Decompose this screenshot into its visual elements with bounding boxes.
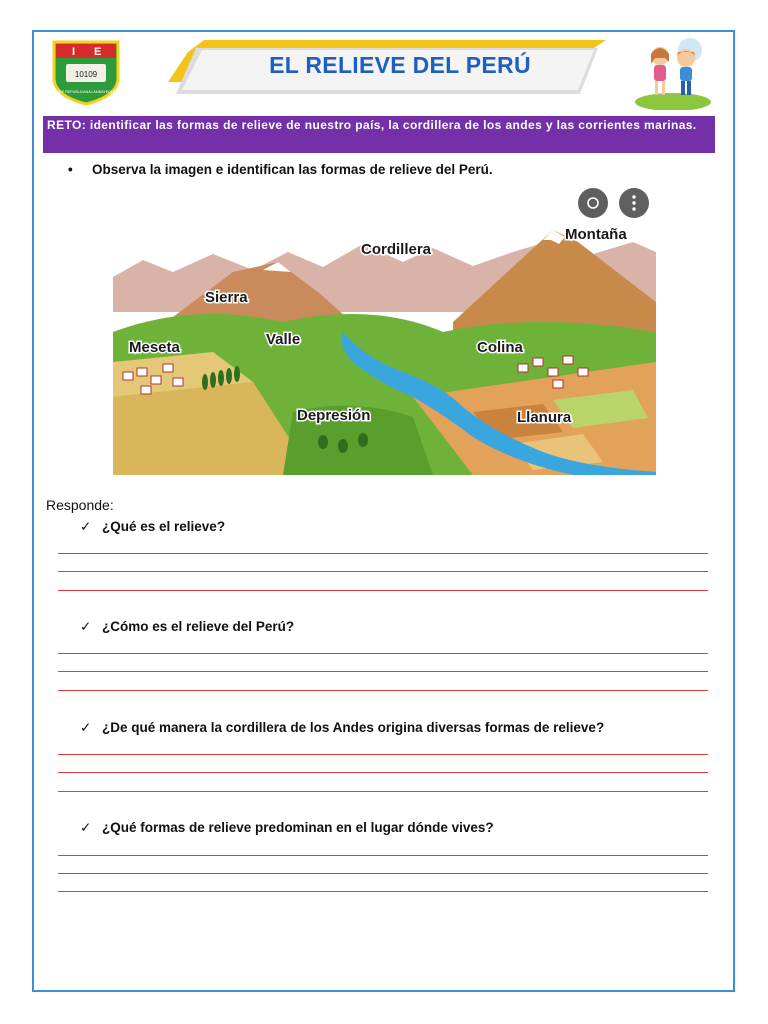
question-text: ¿De qué manera la cordillera de los Andes origina diversas formas de relieve? [102,720,605,735]
crest-letter-e: E [94,46,102,58]
answer-line[interactable] [58,590,708,591]
answer-line[interactable] [58,873,708,874]
instruction-text: Observa la imagen e identifican las formas de relieve del Perú. [92,162,493,177]
question-3 [80,720,604,736]
instruction [68,162,493,177]
page-title: EL RELIEVE DEL PERÚ [269,52,531,78]
relief-illustration [113,182,656,475]
label-sierra: Sierra [205,289,248,306]
reto-banner: RETO: identificar las formas de relieve de nuestro país, la cordillera de los andes y las corrientes marinas. [43,116,715,153]
answer-line[interactable] [58,855,708,856]
responde-label: Responde: [46,497,114,513]
label-cordillera: Cordillera [361,241,432,258]
bullet: • [68,162,73,177]
answer-line[interactable] [58,690,708,691]
school-crest-logo [50,38,122,106]
answer-line[interactable] [58,754,708,755]
check-icon: ✓ [80,519,92,534]
crest-letter-i: I [72,46,76,58]
question-4 [80,820,494,836]
label-montana: Montaña [565,226,627,243]
question-1 [80,519,225,535]
answer-line[interactable] [58,571,708,572]
crest-caption: ISEE REPUBLICANA LAMBAYEQUE [56,90,116,94]
answer-line[interactable] [58,553,708,554]
answer-line[interactable] [58,653,708,654]
label-llanura: Llanura [517,409,572,426]
label-valle: Valle [266,331,301,348]
answer-line[interactable] [58,791,708,792]
answer-line[interactable] [58,671,708,672]
label-depresion: Depresión [297,407,371,424]
crest-number: 10109 [74,70,98,79]
children-illustration [634,36,712,110]
check-icon: ✓ [80,720,92,735]
answer-line[interactable] [58,772,708,773]
question-text: ¿Cómo es el relieve del Perú? [102,619,295,634]
answer-line[interactable] [58,891,708,892]
question-text: ¿Qué es el relieve? [102,519,226,534]
label-meseta: Meseta [129,339,180,356]
question-text: ¿Qué formas de relieve predominan en el lugar dónde vives? [102,820,494,835]
check-icon: ✓ [80,820,92,835]
question-2 [80,619,294,635]
label-colina: Colina [477,339,523,356]
check-icon: ✓ [80,619,92,634]
